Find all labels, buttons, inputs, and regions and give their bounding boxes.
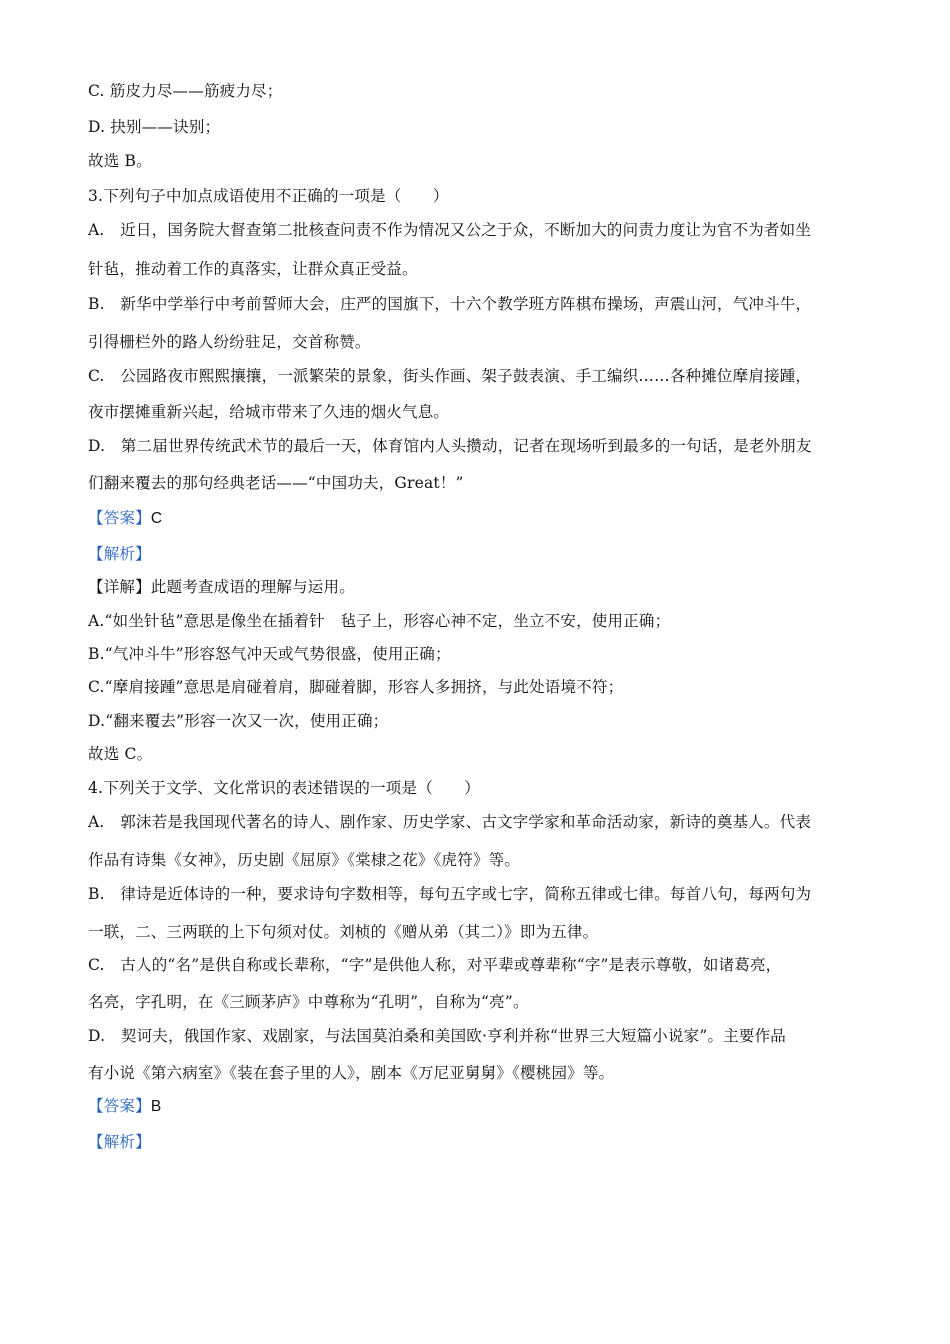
q3-option-a-line1: A. 近日，国务院大督查第二批核查问责不作为情况又公之于众，不断加大的问责力度让为官不为者如坐 (88, 221, 812, 239)
q2-option-d-note: D. 抉别——诀别； (88, 118, 221, 136)
analysis-tag: 【解析】 (88, 1133, 151, 1151)
q3-option-b-line1: B. 新华中学举行中考前誓师大会，庄严的国旗下，十六个教学班方阵棋布操场，声震山河，气冲斗牛， (88, 295, 812, 313)
q4-analysis-heading (88, 1131, 151, 1153)
q3-explanation-b: B.“气冲斗牛”形容怒气冲天或气势很盛，使用正确； (88, 645, 451, 663)
q4-option-a-line1: A. 郭沫若是我国现代著名的诗人、剧作家、历史学家、古文字学家和革命活动家，新诗的奠基人。代表 (88, 813, 812, 831)
q3-option-d-line2: 们翻来覆去的那句经典老话——“中国功夫，Great！” (88, 474, 464, 492)
q3-explanation-c: C.“摩肩接踵”意思是肩碰着肩，脚碰着脚，形容人多拥挤，与此处语境不符； (88, 678, 624, 696)
q2-option-c-note: C. 筋皮力尽——筋疲力尽； (88, 82, 283, 100)
q3-option-b-line2: 引得栅栏外的路人纷纷驻足，交首称赞。 (88, 333, 371, 351)
q3-explanation-a: A.“如坐针毡”意思是像坐在插着针 毡子上，形容心神不定，坐立不安，使用正确； (88, 612, 671, 630)
q3-option-c-line1: C. 公园路夜市熙熙攘攘，一派繁荣的景象，街头作画、架子鼓表演、手工编织……各种摊位摩肩接踵， (88, 367, 812, 385)
q3-explanation-d: D.“翻来覆去”形容一次又一次，使用正确； (88, 712, 389, 730)
q4-option-c-line1: C. 古人的“名”是供自称或长辈称，“字”是供他人称，对平辈或尊辈称“字”是表示尊敬，如诸葛亮， (88, 956, 782, 974)
q4-option-b-line1: B. 律诗是近体诗的一种，要求诗句字数相等，每句五字或七字，简称五律或七律。每首八句，每两句为 (88, 885, 812, 903)
q4-option-b-line2: 一联，二、三两联的上下句须对仗。刘桢的《赠从弟（其二）》即为五律。 (88, 923, 599, 941)
q4-option-d-line2: 有小说《第六病室》《装在套子里的人》，剧本《万尼亚舅舅》《樱桃园》等。 (88, 1064, 615, 1082)
q4-option-d-line1: D. 契诃夫，俄国作家、戏剧家，与法国莫泊桑和美国欧·亨利并称“世界三大短篇小说家”。主要作品 (88, 1027, 786, 1045)
q4-option-c-line2: 名亮，字孔明，在《三顾茅庐》中尊称为“孔明”，自称为“亮”。 (88, 993, 529, 1011)
analysis-tag: 【解析】 (88, 545, 151, 563)
q3-answer-value: C (150, 510, 163, 527)
q3-analysis-heading (88, 543, 151, 565)
q4-stem: 4.下列关于文学、文化常识的表述错误的一项是（ ） (88, 779, 480, 797)
q3-stem: 3.下列句子中加点成语使用不正确的一项是（ ） (88, 187, 449, 205)
q3-explanation-intro: 【详解】此题考查成语的理解与运用。 (88, 578, 355, 596)
q4-answer (88, 1095, 161, 1118)
q3-option-c-line2: 夜市摆摊重新兴起，给城市带来了久违的烟火气息。 (88, 403, 450, 421)
answer-tag: 【答案】 (88, 1097, 151, 1115)
q4-option-a-line2: 作品有诗集《女神》，历史剧《屈原》《棠棣之花》《虎符》等。 (88, 851, 521, 869)
q4-answer-value: B (150, 1098, 162, 1115)
q3-option-a-line2: 针毡，推动着工作的真落实，让群众真正受益。 (88, 260, 418, 278)
q3-option-d-line1: D. 第二届世界传统武术节的最后一天，体育馆内人头攒动，记者在现场听到最多的一句话，是老外朋友 (88, 437, 812, 455)
q2-conclusion: 故选 B。 (88, 152, 152, 170)
q3-answer (88, 507, 162, 530)
answer-tag: 【答案】 (88, 509, 151, 527)
q3-conclusion: 故选 C。 (88, 745, 153, 763)
